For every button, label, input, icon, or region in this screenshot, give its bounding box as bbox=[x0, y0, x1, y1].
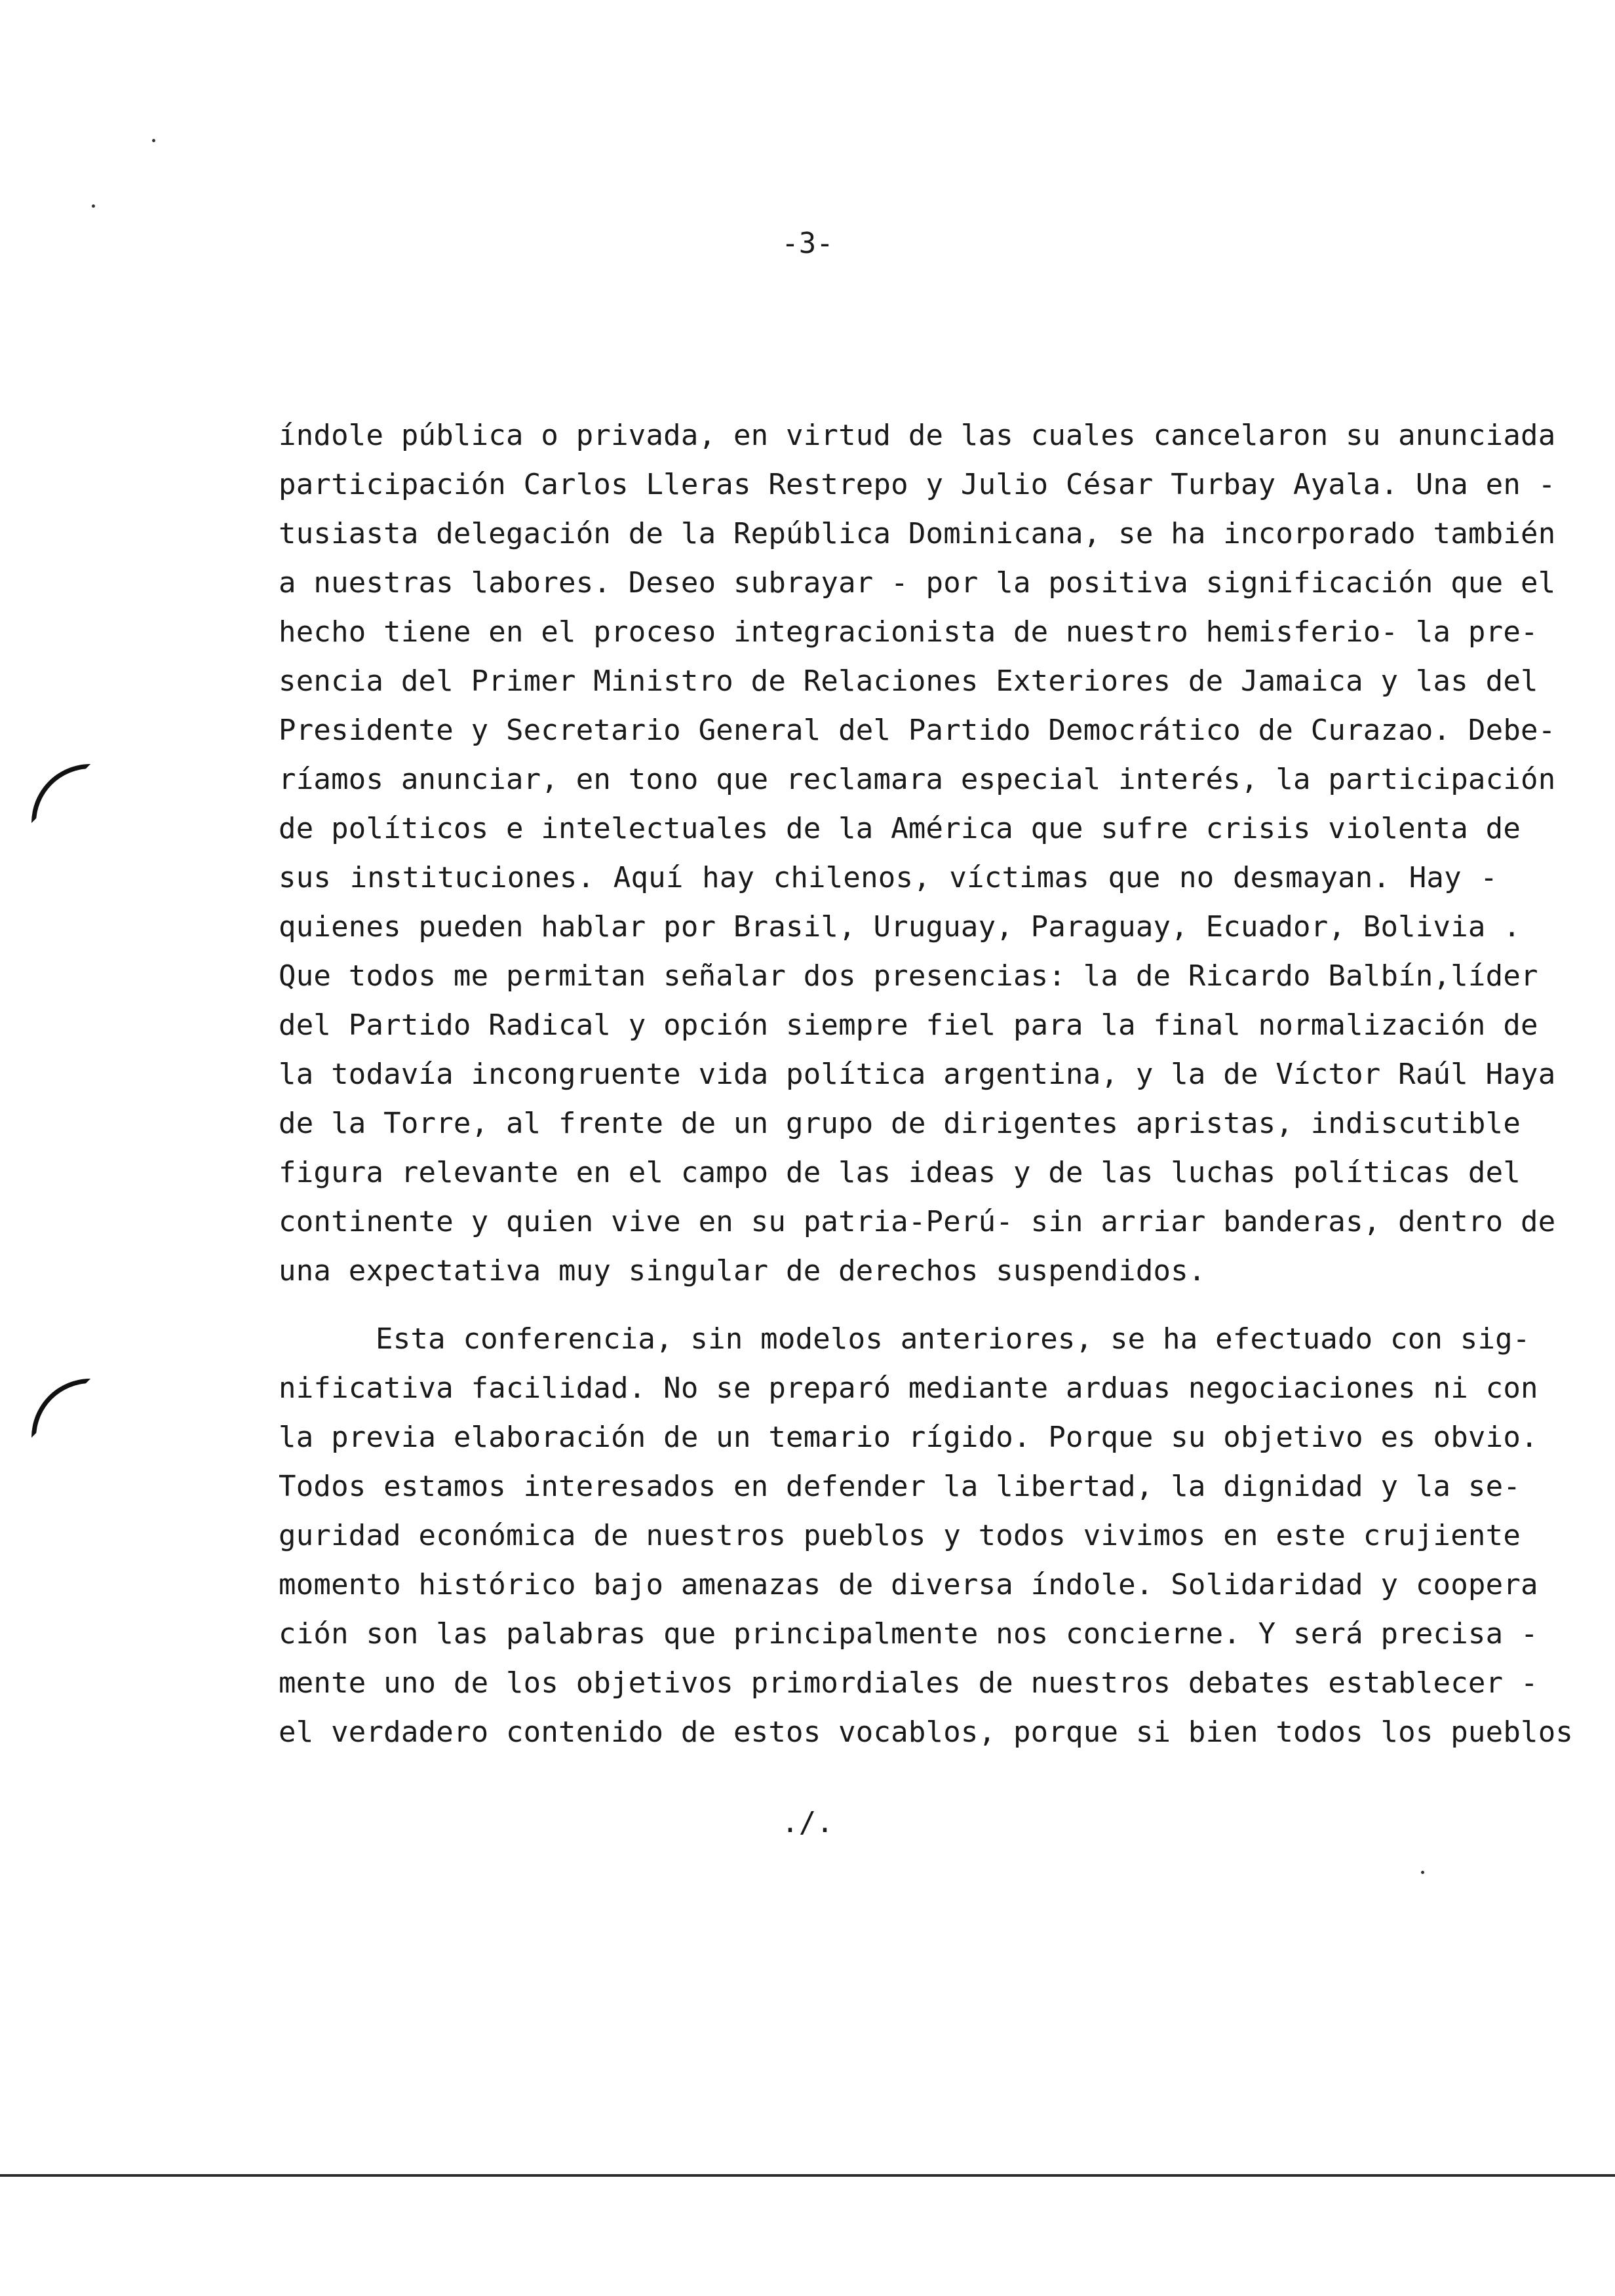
text-line: sus instituciones. Aquí hay chilenos, víctimas que no desmayan. Hay - bbox=[279, 861, 1498, 894]
text-line: Que todos me permitan señalar dos presencias: la de Ricardo Balbín,líder bbox=[279, 959, 1538, 993]
scan-speck bbox=[152, 139, 155, 142]
scan-speck bbox=[1421, 1871, 1424, 1874]
text-line: la todavía incongruente vida política argentina, y la de Víctor Raúl Haya bbox=[279, 1058, 1556, 1091]
text-line: a nuestras labores. Deseo subrayar - por la positiva significación que el bbox=[279, 566, 1556, 600]
text-line: ríamos anunciar, en tono que reclamara especial interés, la participación bbox=[279, 763, 1556, 796]
text-line: el verdadero contenido de estos vocablos, porque si bien todos los pueblos bbox=[279, 1715, 1574, 1749]
page-number: -3- bbox=[781, 227, 834, 260]
text-line: quienes pueden hablar por Brasil, Uruguay, Paraguay, Ecuador, Bolivia . bbox=[279, 910, 1521, 944]
text-line: la previa elaboración de un temario rígido. Porque su objetivo es obvio. bbox=[279, 1421, 1538, 1454]
text-line: Esta conferencia, sin modelos anteriores, se ha efectuado con sig- bbox=[376, 1322, 1530, 1356]
text-line: Presidente y Secretario General del Partido Democrático de Curazao. Debe- bbox=[279, 714, 1556, 747]
text-line: continente y quien vive en su patria-Perú- sin arriar banderas, dentro de bbox=[279, 1205, 1556, 1238]
text-line: sencia del Primer Ministro de Relaciones Exteriores de Jamaica y las del bbox=[279, 664, 1538, 698]
continuation-mark: ./. bbox=[781, 1806, 834, 1839]
bottom-rule bbox=[0, 2174, 1615, 2177]
text-line: del Partido Radical y opción siempre fiel para la final normalización de bbox=[279, 1008, 1538, 1042]
text-line: de políticos e intelectuales de la América que sufre crisis violenta de bbox=[279, 812, 1521, 845]
text-line: nificativa facilidad. No se preparó mediante arduas negociaciones ni con bbox=[279, 1371, 1538, 1405]
text-line: tusiasta delegación de la República Dominicana, se ha incorporado también bbox=[279, 517, 1556, 550]
text-line: de la Torre, al frente de un grupo de dirigentes apristas, indiscutible bbox=[279, 1107, 1521, 1140]
scan-speck bbox=[92, 204, 95, 208]
text-line: guridad económica de nuestros pueblos y todos vivimos en este crujiente bbox=[279, 1519, 1521, 1552]
text-line: hecho tiene en el proceso integracionista de nuestro hemisferio- la pre- bbox=[279, 615, 1538, 649]
text-line: figura relevante en el campo de las ideas y de las luchas políticas del bbox=[279, 1156, 1521, 1189]
text-line: Todos estamos interesados en defender la libertad, la dignidad y la se- bbox=[279, 1470, 1521, 1503]
text-line: mente uno de los objetivos primordiales de nuestros debates establecer - bbox=[279, 1666, 1538, 1700]
text-line: ción son las palabras que principalmente nos concierne. Y será precisa - bbox=[279, 1617, 1538, 1651]
text-line: índole pública o privada, en virtud de las cuales cancelaron su anunciada bbox=[279, 419, 1556, 452]
text-line: participación Carlos Lleras Restrepo y Julio César Turbay Ayala. Una en - bbox=[279, 468, 1556, 501]
punch-hole-mark bbox=[31, 764, 90, 823]
text-line: momento histórico bajo amenazas de diversa índole. Solidaridad y coopera bbox=[279, 1568, 1538, 1601]
text-line: una expectativa muy singular de derechos suspendidos. bbox=[279, 1254, 1206, 1288]
punch-hole-mark bbox=[31, 1379, 90, 1438]
